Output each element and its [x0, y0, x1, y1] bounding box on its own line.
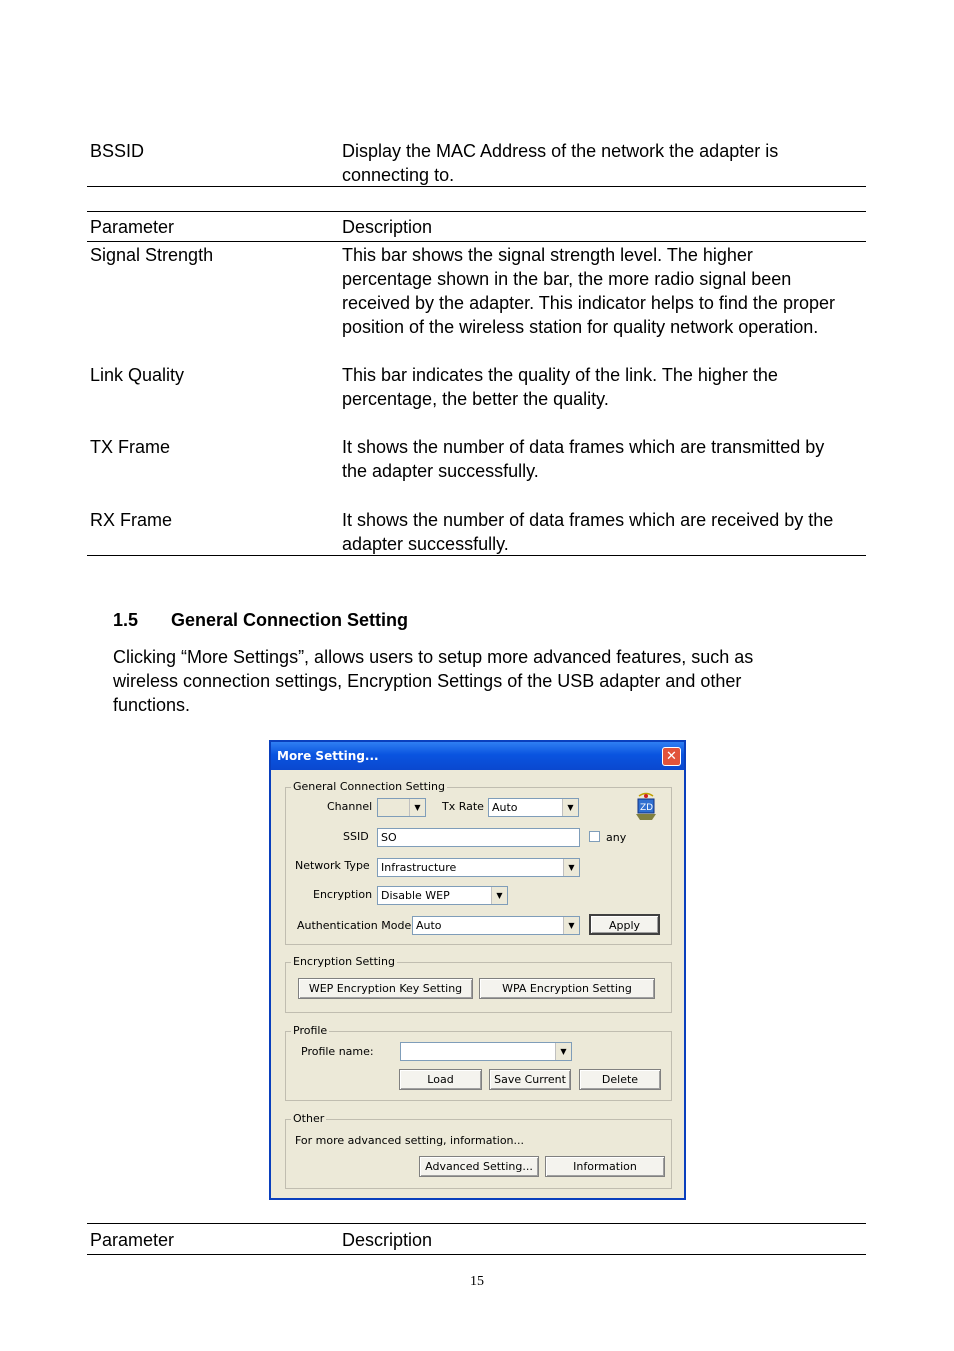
bssid-param: BSSID [90, 141, 145, 161]
load-button[interactable]: Load [399, 1069, 482, 1090]
any-checkbox[interactable] [589, 831, 600, 842]
profile-legend: Profile [293, 1024, 328, 1037]
table-row-desc: adapter successfully. [342, 534, 509, 554]
encryption-setting-legend: Encryption Setting [293, 955, 395, 968]
channel-select[interactable] [377, 798, 426, 817]
section-body-line: wireless connection settings, Encryption Settings of the USB adapter and other [113, 671, 742, 691]
profile-name-label: Profile name: [301, 1045, 374, 1058]
encryption-label: Encryption [313, 888, 373, 901]
chevron-down-icon: ▼ [409, 799, 425, 816]
section-body-line: Clicking “More Settings”, allows users to setup more advanced features, such as [113, 647, 754, 667]
network-type-select[interactable]: Infrastructure ▼ [377, 858, 580, 877]
ssid-field[interactable]: SO [377, 828, 580, 847]
general-connection-legend: General Connection Setting [293, 780, 445, 793]
table1-header-desc: Description [342, 217, 433, 237]
table-rule [87, 555, 866, 556]
encryption-select[interactable]: Disable WEP ▼ [377, 886, 508, 905]
table-row-desc: position of the wireless station for quality network operation. [342, 317, 819, 337]
dialog-title: More Setting... [277, 749, 379, 763]
wep-key-setting-button[interactable]: WEP Encryption Key Setting [298, 978, 473, 999]
any-label: any [606, 831, 627, 844]
more-setting-dialog [269, 740, 686, 1200]
svg-text:ZD: ZD [640, 803, 654, 813]
information-button[interactable]: Information [545, 1156, 665, 1177]
auth-mode-select[interactable]: Auto ▼ [412, 916, 580, 935]
table-row-desc: percentage, the better the quality. [342, 389, 609, 409]
table-rule [87, 1254, 866, 1255]
bssid-desc-line-2: connecting to. [342, 165, 455, 185]
channel-label: Channel [327, 800, 373, 813]
chevron-down-icon: ▼ [491, 887, 507, 904]
table1-header-param: Parameter [90, 217, 175, 237]
table-rule [87, 211, 866, 212]
other-legend: Other [293, 1112, 325, 1125]
table-row-param: Link Quality [90, 365, 185, 385]
table-row-param: Signal Strength [90, 245, 214, 265]
tx-rate-label: Tx Rate [442, 800, 484, 813]
table2-header-desc: Description [342, 1230, 433, 1250]
other-description: For more advanced setting, information... [295, 1134, 525, 1147]
table-rule [87, 186, 866, 187]
table-row-desc: It shows the number of data frames which are transmitted by [342, 437, 825, 457]
wpa-encryption-setting-button[interactable]: WPA Encryption Setting [479, 978, 655, 999]
other-group [285, 1112, 672, 1189]
profile-name-select[interactable] [400, 1042, 572, 1061]
save-current-button[interactable]: Save Current [489, 1069, 571, 1090]
page-number: 15 [470, 1274, 484, 1289]
table2-header-param: Parameter [90, 1230, 175, 1250]
table-rule [87, 1223, 866, 1224]
table-row-desc: percentage shown in the bar, the more radio signal been [342, 269, 792, 289]
tx-rate-select[interactable]: Auto ▼ [488, 798, 579, 817]
table-rule [87, 241, 866, 242]
chevron-down-icon: ▼ [562, 799, 578, 816]
zd-logo-icon [633, 792, 659, 822]
table-row-desc: received by the adapter. This indicator helps to find the proper [342, 293, 835, 313]
dialog-titlebar[interactable] [271, 742, 684, 770]
table-row-param: RX Frame [90, 510, 173, 530]
chevron-down-icon: ▼ [563, 859, 579, 876]
table-row-desc: It shows the number of data frames which are received by the [342, 510, 834, 530]
chevron-down-icon: ▼ [555, 1043, 571, 1060]
auth-mode-label: Authentication Mode [297, 919, 412, 932]
section-number: 1.5 [113, 610, 139, 630]
bssid-desc-line-1: Display the MAC Address of the network the adapter is [342, 141, 779, 161]
table-row-desc: This bar indicates the quality of the link. The higher the [342, 365, 778, 385]
chevron-down-icon: ▼ [563, 917, 579, 934]
advanced-setting-button[interactable]: Advanced Setting... [419, 1156, 539, 1177]
table-row-desc: This bar shows the signal strength level. The higher [342, 245, 753, 265]
section-title: General Connection Setting [171, 610, 409, 630]
ssid-label: SSID [343, 830, 369, 843]
apply-button[interactable]: Apply [589, 914, 660, 935]
close-icon[interactable]: ✕ [662, 747, 681, 766]
delete-button[interactable]: Delete [579, 1069, 661, 1090]
table-row-desc: the adapter successfully. [342, 461, 539, 481]
section-body-line: functions. [113, 695, 191, 715]
network-type-label: Network Type [295, 859, 370, 872]
table-row-param: TX Frame [90, 437, 171, 457]
